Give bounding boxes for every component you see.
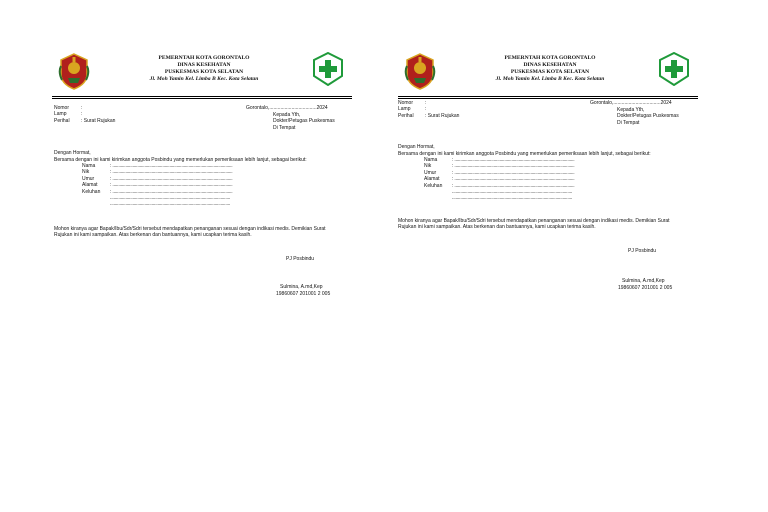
- field-label: Nama: [82, 163, 96, 169]
- field-value: : .....................................................................................................: [110, 169, 233, 176]
- field-value: : .....................................................................................................: [110, 163, 233, 169]
- extra-line: .....................................................................................................: [452, 189, 573, 196]
- referral-letter-right: [390, 46, 730, 512]
- recipient-block: [617, 107, 679, 126]
- field-value: : .....................................................................................................: [110, 175, 233, 182]
- field-label: Nama: [424, 157, 438, 163]
- recipient-line-3: Di Tempat: [617, 119, 640, 126]
- lamp-label: Lamp: [54, 111, 67, 118]
- clinic-name: PUSKESMAS KOTA SELATAN: [510, 69, 590, 75]
- field-label: Keluhan: [424, 182, 443, 189]
- header-rule: [52, 96, 352, 99]
- field-value: : .....................................................................................................: [452, 163, 575, 170]
- department-name: DINAS KESEHATAN: [177, 62, 231, 68]
- recipient-line-3: Di Tempat: [273, 124, 296, 131]
- clinic-name: PUSKESMAS KOTA SELATAN: [164, 69, 244, 75]
- gorontalo-emblem-icon: [57, 52, 91, 90]
- letterhead: [390, 46, 730, 94]
- field-value: : .....................................................................................................: [452, 169, 575, 176]
- extra-line: .....................................................................................................: [110, 195, 231, 202]
- recipient-line-2: Dokter/Petugas Puskesmas: [617, 113, 679, 120]
- recipient-block: [273, 112, 335, 131]
- clinic-address: Jl. Moh Yamin Kel. Limba B Kec. Kota Selatan: [495, 76, 605, 82]
- field-label: Umur: [82, 175, 95, 182]
- signer-nip: 19860607 201001 2 005: [276, 290, 331, 297]
- gov-name: PEMERNTAH KOTA GORONTALO: [158, 55, 250, 61]
- closing-line-2: Rujukan ini kami sampaikan. Atas berkenan dan bantuannya, kami ucapkan terima kasih.: [54, 232, 252, 239]
- signer-name: Sulmina, A.md,Kep: [622, 278, 665, 284]
- gov-name: PEMERNTAH KOTA GORONTALO: [504, 55, 596, 61]
- closing-line-1: Mohon kiranya agar Bapak/Ibu/Sdr/Sdri tersebut mendapatkan penanganan sesuai dengan indikasi medis. Demikian Surat: [54, 226, 326, 232]
- perihal-value: : Surat Rujukan: [81, 117, 116, 124]
- referral-letter-left: [44, 46, 384, 512]
- field-label: Keluhan: [82, 188, 101, 195]
- clinic-address: Jl. Moh Yamin Kel. Limba B Kec. Kota Selatan: [149, 76, 259, 82]
- header-rule: [398, 96, 698, 99]
- field-value: : .....................................................................................................: [110, 188, 233, 195]
- perihal-value: : Surat Rujukan: [425, 112, 460, 119]
- department-name: DINAS KESEHATAN: [523, 62, 577, 68]
- recipient-line-1: Kepada Yth,: [273, 112, 301, 118]
- nomor-label: Nomor: [54, 105, 70, 111]
- extra-line: .....................................................................................................: [452, 195, 573, 202]
- recipient-line-1: Kepada Yth,: [617, 107, 645, 113]
- field-value: : .....................................................................................................: [452, 157, 575, 163]
- closing-paragraph: [398, 218, 670, 231]
- closing-line-2: Rujukan ini kami sampaikan. Atas berkenan dan bantuannya, kami ucapkan terima kasih.: [398, 224, 596, 231]
- recipient-line-2: Dokter/Petugas Puskesmas: [273, 118, 335, 125]
- date-line: Gorontalo,..................................2024: [246, 105, 328, 111]
- field-label: Alamat: [82, 182, 98, 189]
- field-label: Nik: [82, 169, 90, 176]
- gorontalo-emblem-icon: [403, 52, 437, 90]
- field-value: : .....................................................................................................: [110, 182, 233, 189]
- intro-text: Bersama dengan ini kami kirimkan anggota Posbindu yang memerlukan pemeriksaan lebih lanjut, sebagai berikut:: [54, 156, 307, 163]
- field-value: : .....................................................................................................: [452, 176, 575, 183]
- nomor-value: :: [425, 100, 427, 106]
- field-value: : .....................................................................................................: [452, 182, 575, 189]
- signer-title: PJ Posbindu: [286, 256, 315, 262]
- nomor-label: Nomor: [398, 100, 414, 106]
- signer-nip: 19860607 201001 2 005: [618, 284, 673, 291]
- signer-title: PJ Posbindu: [628, 248, 657, 254]
- date-line: Gorontalo,..................................2024: [590, 100, 672, 106]
- perihal-label: Perihal: [54, 117, 70, 124]
- field-label: Umur: [424, 169, 437, 176]
- lamp-value: :: [425, 106, 427, 113]
- letter-meta: [398, 100, 459, 119]
- greeting: Dengan Hormat,: [398, 144, 435, 150]
- lamp-value: :: [81, 111, 83, 118]
- closing-paragraph: [54, 226, 326, 239]
- letterhead: [44, 46, 384, 94]
- perihal-label: Perihal: [398, 112, 414, 119]
- nomor-value: :: [81, 105, 83, 111]
- field-label: Nik: [424, 163, 432, 170]
- signer-name: Sulmina, A.md,Kep: [280, 284, 323, 290]
- lamp-label: Lamp: [398, 106, 411, 113]
- medical-cross-icon: [312, 52, 344, 86]
- patient-fields: [424, 157, 574, 202]
- closing-line-1: Mohon kiranya agar Bapak/Ibu/Sdr/Sdri tersebut mendapatkan penanganan sesuai dengan indikasi medis. Demikian Surat: [398, 218, 670, 224]
- greeting: Dengan Hormat,: [54, 150, 91, 156]
- intro-text: Bersama dengan ini kami kirimkan anggota Posbindu yang memerlukan pemeriksaan lebih lanjut, sebagai berikut:: [398, 150, 651, 157]
- extra-line: .....................................................................................................: [110, 201, 231, 208]
- letter-meta: [54, 105, 115, 124]
- field-label: Alamat: [424, 176, 440, 183]
- medical-cross-icon: [658, 52, 690, 86]
- patient-fields: [82, 163, 232, 208]
